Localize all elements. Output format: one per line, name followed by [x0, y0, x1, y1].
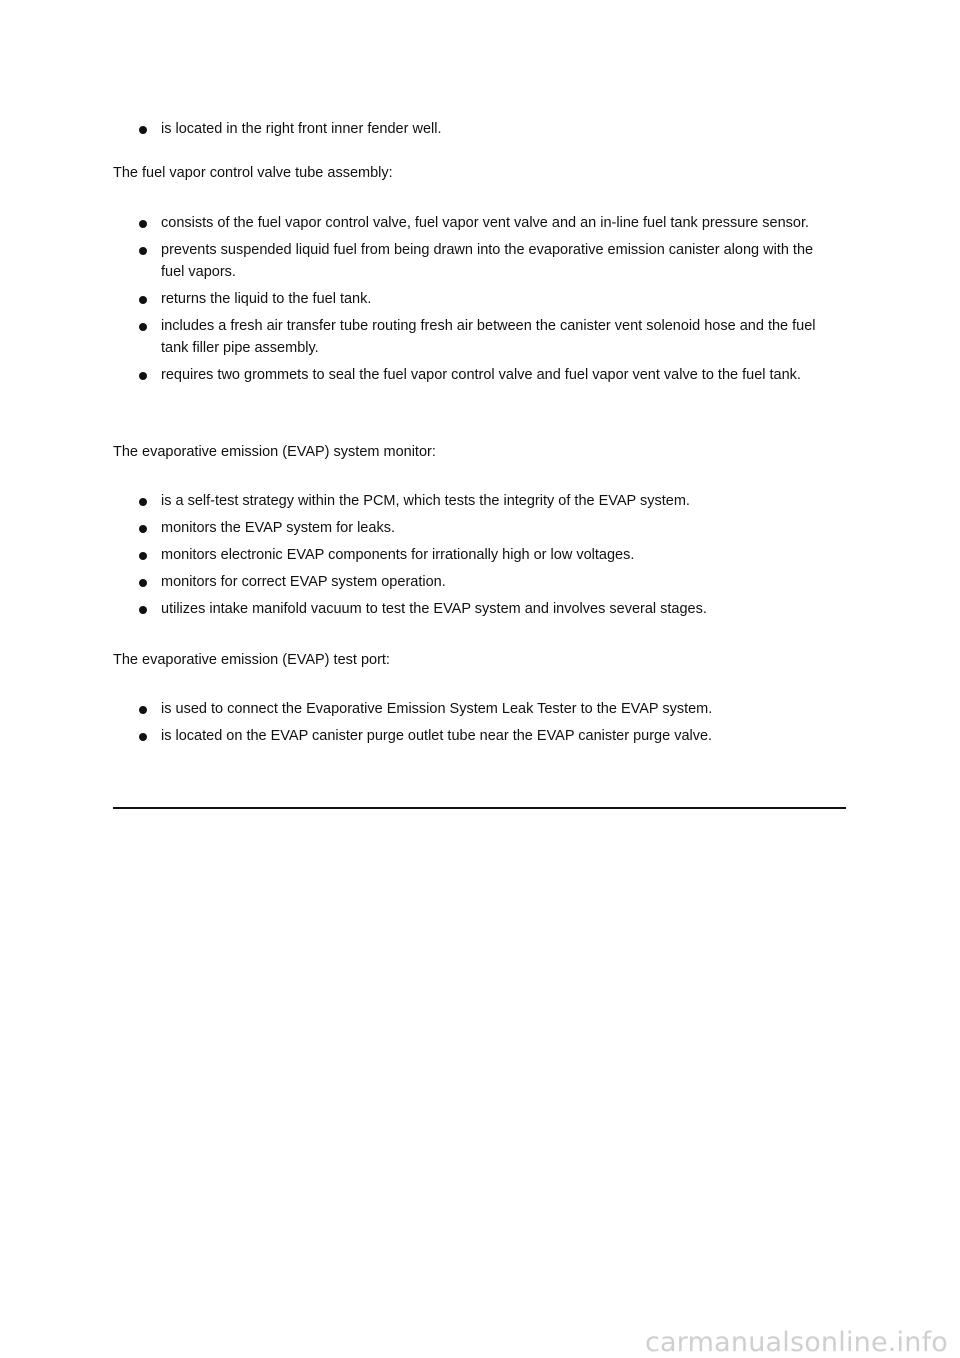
bullet-dot-icon: [139, 247, 147, 255]
list-item: [0, 315, 960, 359]
bullet-dot-icon: [139, 579, 147, 587]
list-item-text: monitors for correct EVAP system operation.: [161, 574, 446, 590]
bullet-dot-icon: [139, 126, 147, 134]
list-item: [0, 212, 960, 234]
watermark: carmanualsonline.info: [645, 1327, 948, 1358]
list-item: [0, 544, 960, 566]
list-item-text: is a self-test strategy within the PCM, which tests the integrity of the EVAP system.: [161, 493, 690, 509]
bullet-dot-icon: [139, 372, 147, 380]
list-item: [0, 598, 960, 620]
list-item: [0, 698, 960, 720]
bullet-list: [0, 118, 960, 140]
section-3-intro: The evaporative emission (EVAP) test port:: [113, 652, 390, 668]
list-item-text: is located on the EVAP canister purge outlet tube near the EVAP canister purge valve.: [161, 728, 713, 744]
list-item: [0, 239, 960, 283]
list-item-text: returns the liquid to the fuel tank.: [161, 291, 372, 307]
list-item-text: monitors the EVAP system for leaks.: [161, 520, 395, 536]
bullet-dot-icon: [139, 296, 147, 304]
list-item: [0, 118, 960, 140]
bullet-dot-icon: [139, 323, 147, 331]
list-item-text: utilizes intake manifold vacuum to test the EVAP system and involves several stages.: [161, 601, 707, 617]
bullet-list: [0, 698, 960, 747]
list-item: [0, 571, 960, 593]
bullet-dot-icon: [139, 733, 147, 741]
list-item: [0, 725, 960, 747]
bullet-list: [0, 212, 960, 386]
section-divider: [113, 807, 846, 809]
list-item-text: monitors electronic EVAP components for irrationally high or low voltages.: [161, 547, 635, 563]
section-2: [0, 490, 960, 625]
list-item-text: is used to connect the Evaporative Emission System Leak Tester to the EVAP system.: [161, 701, 713, 717]
list-item-text: requires two grommets to seal the fuel vapor control valve and fuel vapor vent valve to the fuel tank.: [161, 367, 801, 383]
bullet-list: [0, 490, 960, 620]
bullet-dot-icon: [139, 220, 147, 228]
section-2-intro: The evaporative emission (EVAP) system monitor:: [113, 444, 436, 460]
list-item-text: includes a fresh air transfer tube routing fresh air between the canister vent solenoid hose and the fuel tank filler pipe assembly.: [161, 318, 816, 356]
bullet-dot-icon: [139, 498, 147, 506]
list-item-text: is located in the right front inner fender well.: [161, 121, 442, 137]
list-item: [0, 517, 960, 539]
section-3: [0, 698, 960, 752]
list-item: [0, 490, 960, 512]
list-item: [0, 364, 960, 386]
section-1: [0, 212, 960, 391]
bullet-dot-icon: [139, 525, 147, 533]
list-item-text: prevents suspended liquid fuel from being drawn into the evaporative emission canister along with the fuel vapors.: [161, 242, 814, 280]
section-0: [0, 118, 960, 145]
list-item-text: consists of the fuel vapor control valve, fuel vapor vent valve and an in-line fuel tank pressure sensor.: [161, 215, 810, 231]
bullet-dot-icon: [139, 552, 147, 560]
list-item: [0, 288, 960, 310]
bullet-dot-icon: [139, 606, 147, 614]
bullet-dot-icon: [139, 706, 147, 714]
section-1-intro: The fuel vapor control valve tube assembly:: [113, 165, 393, 181]
